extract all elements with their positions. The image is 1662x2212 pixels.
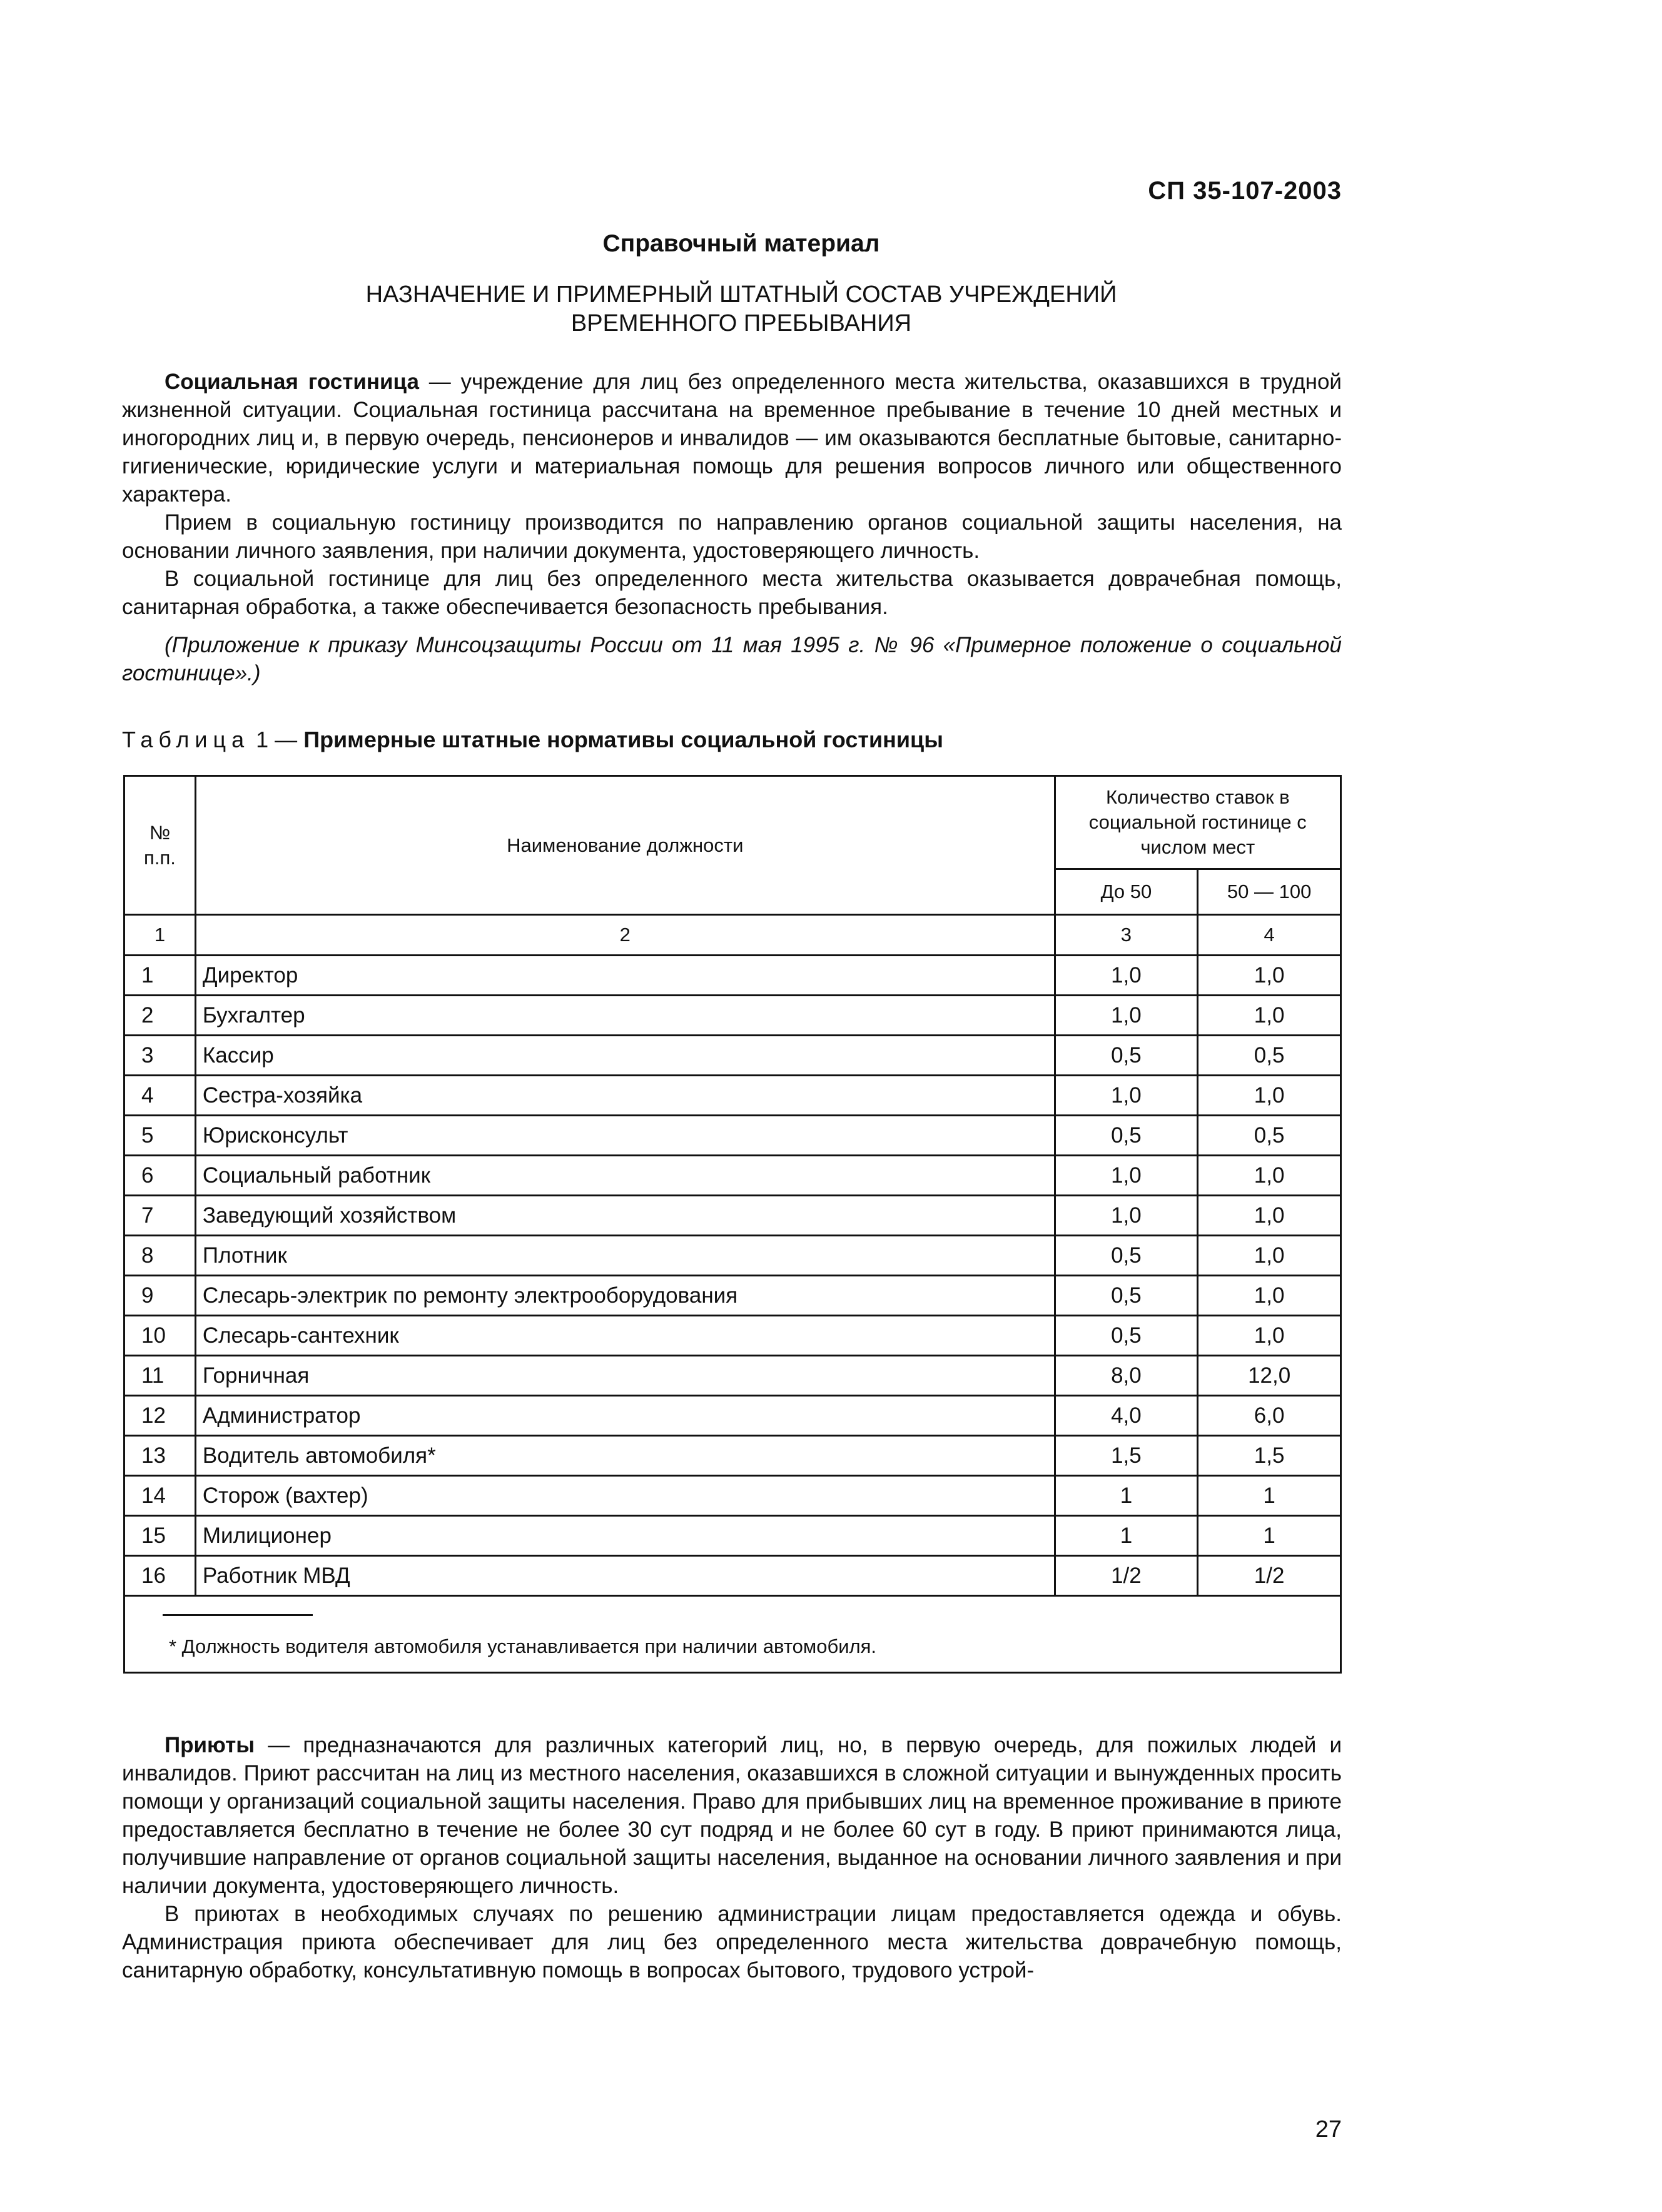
row-position: Бухгалтер xyxy=(195,996,1055,1036)
term-shelters: Приюты xyxy=(165,1733,255,1757)
table-row xyxy=(124,1116,1341,1156)
table-row xyxy=(124,1036,1341,1076)
table-row xyxy=(124,1356,1341,1396)
row-number: 1 xyxy=(124,956,196,996)
intro-paragraph-1-text: — учреждение для лиц без определенного места жительства, оказавшихся в трудной жизненной ситуации. Социальная гостиница рассчитана на временное пребывание в течение 10 дней местных и иногородних лиц и, в первую очередь, пенсионеров и инвалидов — им оказываются бесплатные бытовые, санитарно-гигиенические, юридические услуги и материальная помощь для решения вопросов личного или общественного характера. xyxy=(122,370,1342,507)
index-cell: 1 xyxy=(124,915,196,956)
row-value-50-100: 1,0 xyxy=(1198,956,1341,996)
row-value-up-to-50: 0,5 xyxy=(1055,1036,1198,1076)
row-value-50-100: 1,0 xyxy=(1198,1196,1341,1236)
row-value-up-to-50: 1,0 xyxy=(1055,1076,1198,1116)
index-cell: 2 xyxy=(195,915,1055,956)
row-value-50-100: 1,0 xyxy=(1198,1276,1341,1316)
row-number: 16 xyxy=(124,1556,196,1596)
table-footnote: * Должность водителя автомобиля устанавливается при наличии автомобиля. xyxy=(169,1635,877,1657)
row-position: Слесарь-сантехник xyxy=(195,1316,1055,1356)
row-number: 2 xyxy=(124,996,196,1036)
intro-reference-note xyxy=(122,631,1342,687)
table-caption-title: Примерные штатные нормативы социальной гостиницы xyxy=(303,727,943,752)
row-value-up-to-50: 1,0 xyxy=(1055,996,1198,1036)
header-staff-count: Количество ставок в социальной гостинице с числом мест xyxy=(1055,776,1340,869)
row-value-50-100: 12,0 xyxy=(1198,1356,1341,1396)
row-position: Работник МВД xyxy=(195,1556,1055,1596)
row-value-50-100: 1,0 xyxy=(1198,1236,1341,1276)
row-number: 6 xyxy=(124,1156,196,1196)
row-value-50-100: 1 xyxy=(1198,1476,1341,1516)
row-value-50-100: 0,5 xyxy=(1198,1116,1341,1156)
row-position: Юрисконсульт xyxy=(195,1116,1055,1156)
header-50-100: 50 — 100 xyxy=(1198,869,1341,915)
shelters-section xyxy=(122,1731,1342,1984)
row-number: 9 xyxy=(124,1276,196,1316)
table-row xyxy=(124,1076,1341,1116)
row-number: 4 xyxy=(124,1076,196,1116)
header-number: № п.п. xyxy=(124,776,196,915)
table-row xyxy=(124,1516,1341,1556)
row-number: 3 xyxy=(124,1036,196,1076)
row-value-50-100: 0,5 xyxy=(1198,1036,1341,1076)
row-number: 7 xyxy=(124,1196,196,1236)
row-value-50-100: 1,0 xyxy=(1198,1076,1341,1116)
row-number: 5 xyxy=(124,1116,196,1156)
row-position: Сестра-хозяйка xyxy=(195,1076,1055,1116)
table-footnote-row xyxy=(124,1596,1341,1673)
row-number: 11 xyxy=(124,1356,196,1396)
table-caption xyxy=(122,727,943,753)
row-value-up-to-50: 1,0 xyxy=(1055,1196,1198,1236)
table-caption-number: 1 — xyxy=(250,727,304,752)
page-number: 27 xyxy=(1315,2116,1342,2143)
document-code: СП 35-107-2003 xyxy=(1148,177,1342,205)
row-number: 14 xyxy=(124,1476,196,1516)
table-row xyxy=(124,1196,1341,1236)
reference-title: Справочный материал xyxy=(602,230,880,257)
row-value-up-to-50: 0,5 xyxy=(1055,1116,1198,1156)
table-footnote-cell xyxy=(124,1596,1341,1673)
row-position: Горничная xyxy=(195,1356,1055,1396)
shelters-paragraph-1-text: — предназначаются для различных категорий лиц, но, в первую очередь, для пожилых людей и инвалидов. Приют рассчитан на лиц из местного населения, оказавшихся в сложной ситуации и вынужденных просить помощи у организаций социальной защиты населения. Право для прибывших лиц на временное проживание в приюте предоставляется бесплатно в течение не более 30 сут подряд и не более 60 сут в году. В приют принимаются лица, получившие направление от органов социальной защиты населения, выданное на основании личного заявления и при наличии документа, удостоверяющего личность. xyxy=(122,1733,1342,1898)
shelters-paragraph-2: В приютах в необходимых случаях по решению администрации лицам предоставляется одежда и обувь. Администрация приюта обеспечивает для лиц без определенного места жительства доврачебную помощь, санитарную обработку, консультативную помощь в вопросах бытового, трудового устрой- xyxy=(122,1902,1342,1982)
row-value-up-to-50: 1,0 xyxy=(1055,956,1198,996)
row-value-50-100: 6,0 xyxy=(1198,1396,1341,1436)
table-row xyxy=(124,1436,1341,1476)
row-value-50-100: 1 xyxy=(1198,1516,1341,1556)
row-position: Милиционер xyxy=(195,1516,1055,1556)
row-value-50-100: 1,0 xyxy=(1198,1156,1341,1196)
row-value-up-to-50: 1/2 xyxy=(1055,1556,1198,1596)
table-index-row xyxy=(124,915,1341,956)
main-title xyxy=(0,280,1482,338)
row-value-up-to-50: 4,0 xyxy=(1055,1396,1198,1436)
row-position: Плотник xyxy=(195,1236,1055,1276)
table-row xyxy=(124,1556,1341,1596)
index-cell: 4 xyxy=(1198,915,1341,956)
row-position: Сторож (вахтер) xyxy=(195,1476,1055,1516)
row-number: 13 xyxy=(124,1436,196,1476)
row-position: Слесарь-электрик по ремонту электрооборудования xyxy=(195,1276,1055,1316)
row-position: Кассир xyxy=(195,1036,1055,1076)
table-header-row xyxy=(124,776,1341,869)
row-number: 8 xyxy=(124,1236,196,1276)
main-title-line-1: НАЗНАЧЕНИЕ И ПРИМЕРНЫЙ ШТАТНЫЙ СОСТАВ УЧРЕЖДЕНИЙ xyxy=(365,281,1117,308)
intro-paragraph-2: Прием в социальную гостиницу производится по направлению органов социальной защиты населения, на основании личного заявления, при наличии документа, удостоверяющего личность. xyxy=(122,510,1342,563)
row-value-up-to-50: 1 xyxy=(1055,1516,1198,1556)
row-value-50-100: 1,0 xyxy=(1198,1316,1341,1356)
row-position: Администратор xyxy=(195,1396,1055,1436)
row-value-up-to-50: 0,5 xyxy=(1055,1236,1198,1276)
row-position: Водитель автомобиля* xyxy=(195,1436,1055,1476)
row-value-up-to-50: 0,5 xyxy=(1055,1276,1198,1316)
row-value-50-100: 1,5 xyxy=(1198,1436,1341,1476)
index-cell: 3 xyxy=(1055,915,1198,956)
intro-paragraph-1 xyxy=(122,368,1342,508)
row-value-up-to-50: 0,5 xyxy=(1055,1316,1198,1356)
table-row xyxy=(124,1396,1341,1436)
table-row xyxy=(124,1476,1341,1516)
row-value-up-to-50: 1 xyxy=(1055,1476,1198,1516)
table-row xyxy=(124,956,1341,996)
header-up-to-50: До 50 xyxy=(1055,869,1198,915)
row-position: Заведующий хозяйством xyxy=(195,1196,1055,1236)
staff-table xyxy=(123,775,1342,1674)
table-row xyxy=(124,1236,1341,1276)
row-position: Социальный работник xyxy=(195,1156,1055,1196)
row-number: 15 xyxy=(124,1516,196,1556)
row-position: Директор xyxy=(195,956,1055,996)
intro-reference-text: (Приложение к приказу Минсоцзащиты России от 11 мая 1995 г. № 96 «Примерное положение о социальной гостинице».) xyxy=(122,633,1342,685)
row-value-50-100: 1/2 xyxy=(1198,1556,1341,1596)
shelters-paragraph-1 xyxy=(122,1731,1342,1900)
table-row xyxy=(124,996,1341,1036)
row-value-up-to-50: 1,0 xyxy=(1055,1156,1198,1196)
row-value-50-100: 1,0 xyxy=(1198,996,1341,1036)
header-position-name: Наименование должности xyxy=(195,776,1055,915)
row-number: 10 xyxy=(124,1316,196,1356)
row-value-up-to-50: 1,5 xyxy=(1055,1436,1198,1476)
row-number: 12 xyxy=(124,1396,196,1436)
intro-section xyxy=(122,368,1342,687)
table-row xyxy=(124,1276,1341,1316)
intro-paragraph-3: В социальной гостинице для лиц без определенного места жительства оказывается доврачебная помощь, санитарная обработка, а также обеспечивается безопасность пребывания. xyxy=(122,567,1342,619)
row-value-up-to-50: 8,0 xyxy=(1055,1356,1198,1396)
main-title-line-2: ВРЕМЕННОГО ПРЕБЫВАНИЯ xyxy=(570,310,912,336)
table-row xyxy=(124,1316,1341,1356)
term-social-hotel: Социальная гостиница xyxy=(165,370,419,394)
footnote-divider xyxy=(163,1614,313,1616)
table-caption-prefix: Таблица xyxy=(122,727,250,752)
table-row xyxy=(124,1156,1341,1196)
